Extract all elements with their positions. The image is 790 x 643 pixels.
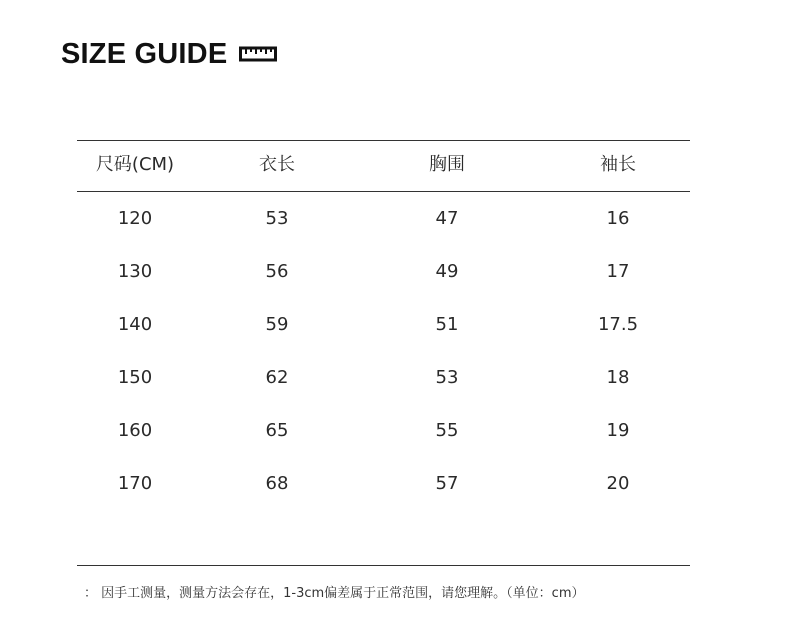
header-chest: 胸围 [429,154,465,175]
cell-sleeve: 17.5 [597,314,639,335]
cell-chest: 47 [435,208,459,229]
cell-size: 120 [117,208,153,229]
cell-chest: 49 [435,261,459,282]
cell-length: 59 [265,314,289,335]
cell-chest: 53 [435,367,459,388]
size-guide-header [61,36,277,72]
header-length: 衣长 [259,154,295,175]
cell-size: 160 [117,420,153,441]
cell-sleeve: 20 [606,473,630,494]
cell-sleeve: 16 [606,208,630,229]
cell-sleeve: 18 [606,367,630,388]
cell-sleeve: 19 [606,420,630,441]
cell-length: 56 [265,261,289,282]
cell-sleeve: 17 [606,261,630,282]
cell-length: 65 [265,420,289,441]
footer-rule [77,565,690,566]
cell-size: 150 [117,367,153,388]
cell-chest: 51 [435,314,459,335]
header-sleeve: 袖长 [600,154,636,175]
cell-chest: 55 [435,420,459,441]
cell-length: 62 [265,367,289,388]
footnote: ： 因手工测量，测量方法会存在，1-3cm偏差属于正常范围，请您理解。（单位：cm） [84,586,585,601]
cell-chest: 57 [435,473,459,494]
cell-length: 53 [265,208,289,229]
cell-length: 68 [265,473,289,494]
table-top-rule [77,140,690,141]
ruler-icon [239,45,277,63]
table-header-rule [77,191,690,192]
page-title: SIZE GUIDE [61,38,228,70]
cell-size: 170 [117,473,153,494]
cell-size: 130 [117,261,153,282]
cell-size: 140 [117,314,153,335]
header-size: 尺码(CM) [95,154,175,175]
